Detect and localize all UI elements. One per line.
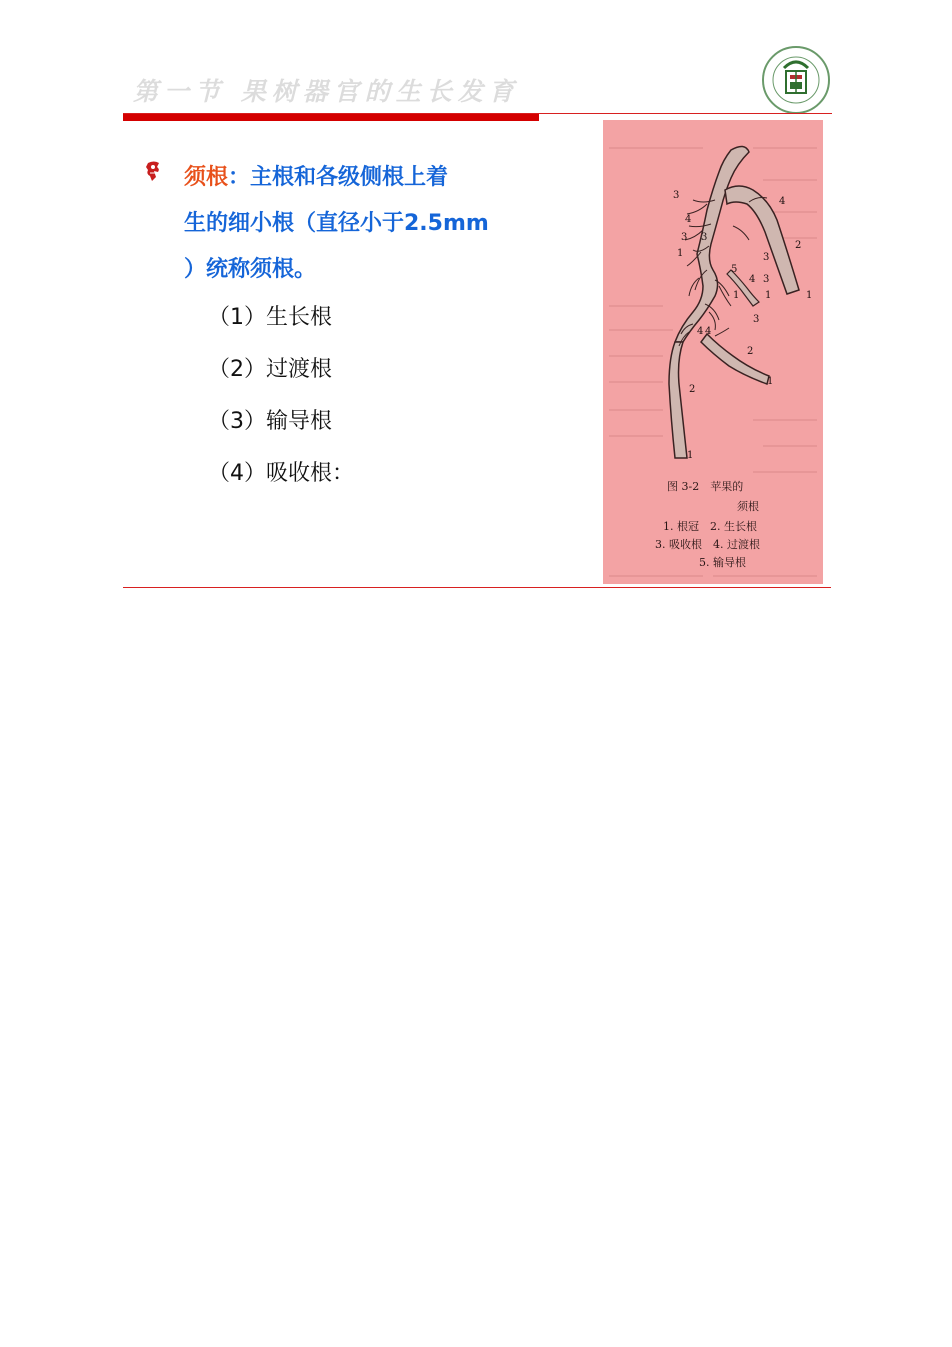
list-item-1: （1）生长根 <box>208 305 332 330</box>
page-title: 第一节 果树器官的生长发育 <box>133 77 520 106</box>
fig-label: 1 <box>806 290 813 301</box>
fig-label: 4 <box>779 196 786 207</box>
list-item-3: （3）输导根 <box>208 409 332 434</box>
figure-legend-row: 1. 根冠 2. 生长根 <box>663 520 757 533</box>
fig-label: 4 <box>705 326 712 337</box>
root-drawing <box>603 120 823 584</box>
definition-line-1: ：主根和各级侧根上着 <box>228 165 449 190</box>
fig-label: 3 <box>753 314 760 325</box>
university-logo <box>755 44 837 116</box>
term-label: 须根 <box>184 165 229 190</box>
figure-legend-row: 5. 输导根 <box>699 556 746 569</box>
fig-label: 4 <box>685 214 692 225</box>
fig-label: 3 <box>763 252 770 263</box>
fig-label: 3 <box>763 274 770 285</box>
bullet-icon <box>144 160 164 182</box>
fig-label: 3 <box>673 190 680 201</box>
fig-label: 2 <box>795 240 802 251</box>
list-item-4: （4）吸收根： <box>208 461 354 486</box>
header-accent-bar <box>123 114 539 121</box>
figure-caption-title: 图 3-2 苹果的 <box>667 480 744 493</box>
fig-label: 3 <box>681 232 688 243</box>
fig-label: 2 <box>747 346 754 357</box>
figure-legend-row: 3. 吸收根 4. 过渡根 <box>655 538 760 551</box>
definition-paragraph <box>184 155 544 293</box>
figure-caption-subtitle: 须根 <box>737 500 759 513</box>
fig-label: 4 <box>697 326 704 337</box>
fig-label: 1 <box>733 290 740 301</box>
fig-label: 5 <box>731 264 738 275</box>
fig-label: 4 <box>749 274 756 285</box>
fig-label: 1 <box>765 290 772 301</box>
fig-label: 2 <box>689 384 696 395</box>
definition-line-3: ）统称须根。 <box>184 257 317 282</box>
list-item-2: （2）过渡根 <box>208 357 332 382</box>
footer-rule <box>123 587 831 588</box>
fig-label: 1 <box>767 376 774 387</box>
definition-line-2: 生的细小根（直径小于2.5mm <box>184 211 489 236</box>
fig-label: 1 <box>677 248 684 259</box>
fig-label: 1 <box>687 450 694 461</box>
root-figure <box>603 120 823 584</box>
fig-label: 3 <box>701 232 708 243</box>
